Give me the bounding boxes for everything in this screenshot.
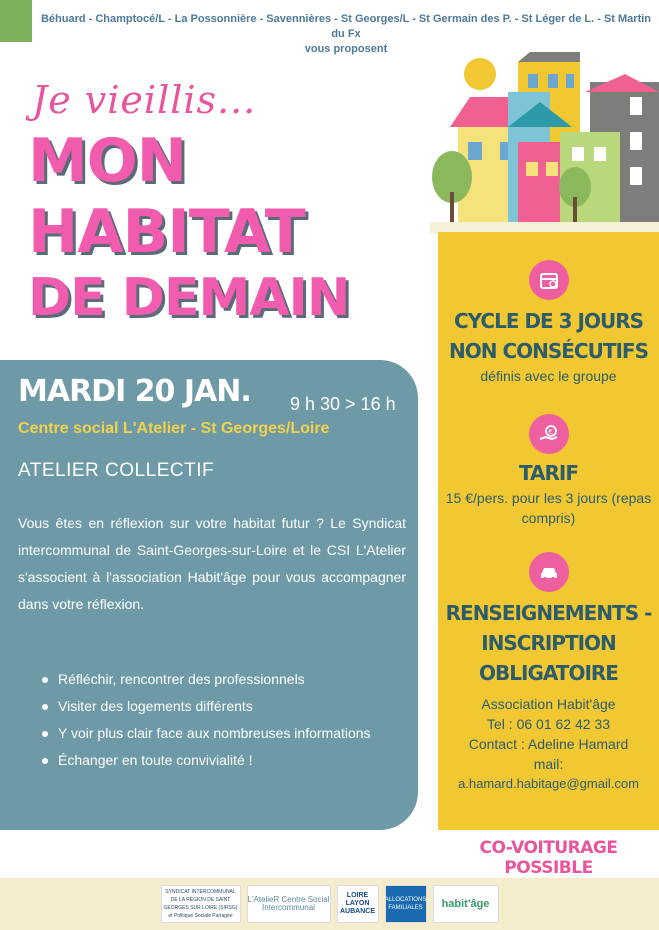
info-email[interactable]: a.hamard.habitage@gmail.com (458, 776, 639, 791)
logo-caf: ALLOCATIONS FAMILIALES (385, 885, 427, 923)
event-time: 9 h 30 > 16 h (290, 394, 396, 414)
euro-hand-icon (529, 414, 569, 454)
svg-text:€: € (548, 428, 553, 436)
houses-illustration (430, 52, 659, 234)
logo-sirsg: SYNDICAT INTERCOMMUNAL DE LA RÉGION DE SAINT GEORGES SUR LOIRE (SIRSG) et Politique Sociale Partagée (161, 885, 241, 923)
corner-accent (0, 0, 32, 42)
list-item: Visiter des logements différents (42, 693, 392, 720)
cycle-section (438, 260, 659, 386)
title-line-1: MON (28, 126, 186, 196)
car-icon (529, 552, 569, 592)
logo-habitage: habit'âge (433, 885, 499, 923)
cycle-text: définis avec le groupe (480, 368, 617, 384)
cycle-title: CYCLE DE 3 JOURS NON CONSÉCUTIFS (449, 309, 648, 363)
proposent-text: vous proposent (304, 43, 388, 55)
info-org: Association Habit'âge (481, 696, 616, 712)
title-line-3: DE DEMAIN (28, 268, 350, 328)
title-script: Je vieillis... (32, 78, 257, 122)
info-sidebar (438, 232, 659, 830)
list-item: Échanger en toute convivialité ! (42, 747, 392, 774)
event-type: ATELIER COLLECTIF (18, 460, 215, 481)
logo-atelier: L'AtelieR Centre Social Intercommunal (247, 885, 331, 923)
tarif-section (438, 414, 659, 528)
covoiturage-text: CO-VOITURAGE POSSIBLE (479, 838, 618, 878)
event-description: Vous êtes en réflexion sur votre habitat futur ? Le Syndicat intercommunal de Saint-Georges-sur-Loire et le CSI L'Atelier s'associent à l'association Habit'âge pour vous accompagner dans votre réflexion. (18, 515, 406, 612)
info-tel: Tel : 06 01 62 42 33 (487, 716, 610, 732)
event-panel (0, 360, 418, 830)
logo-loire-layon: LOIRE LAYON AUBANCE (337, 885, 379, 923)
event-date: MARDI 20 JAN. (18, 374, 251, 409)
bullet-list (42, 666, 392, 774)
info-section (438, 552, 659, 794)
communes-list: Béhuard - Champtocé/L - La Possonnière - Savennières - St Georges/L - St Germain des P. - St Léger de L. - St Martin du Fx (40, 13, 652, 40)
title-line-2: HABITAT (28, 197, 305, 267)
footer-logos (0, 878, 659, 930)
header (36, 12, 656, 57)
info-contact: Contact : Adeline Hamard (468, 736, 629, 752)
tarif-title: TARIF (518, 461, 579, 485)
calendar-icon (529, 260, 569, 300)
tarif-text: 15 €/pers. pour les 3 jours (repas compris) (445, 490, 652, 526)
info-mail-label: mail: (533, 756, 564, 772)
info-title: RENSEIGNEMENTS - INSCRIPTION OBLIGATOIRE (445, 601, 652, 685)
list-item: Réfléchir, rencontrer des professionnels (42, 666, 392, 693)
event-venue: Centre social L'Atelier - St Georges/Loire (18, 420, 330, 437)
list-item: Y voir plus clair face aux nombreuses informations (42, 720, 392, 747)
